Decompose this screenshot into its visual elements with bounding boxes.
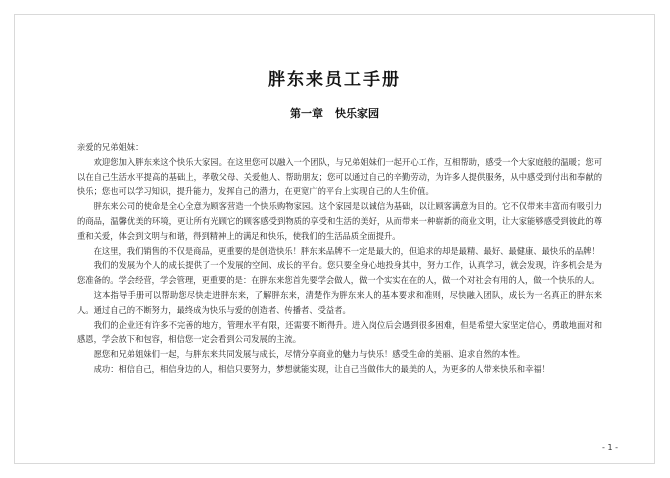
paragraph-improvement: 我们的企业还有许多不完善的地方，管理水平有限，还需要不断得升。进入岗位后会遇到很多困难，但是希望大家坚定信心，勇敢地面对和感恩，学会放下和包容，相信您一定会看到公司发展的主流。 — [77, 319, 602, 345]
document-title: 胖东来员工手册 — [268, 70, 401, 90]
chapter-name: 快乐家园 — [335, 107, 379, 120]
document-page — [14, 14, 655, 464]
chapter-number: 第一章 — [290, 107, 323, 120]
paragraph-brand: 在这里，我们销售的不仅是商品，更重要的是创造快乐！胖东来品牌不一定是最大的，但追求的却是最精、最好、最健康、最快乐的品牌！ — [93, 245, 600, 256]
paragraph-growth: 我们的发展为个人的成长提供了一个发展的空间、成长的平台。您只要全身心地投身其中，努力工作，认真学习，就会发现，许多机会是为您准备的。学会经营，学会管理，更重要的是：在胖东来您首先要学会做人，做一个实实在在的人，做一个对社会有用的人，做一个快乐的人。 — [77, 260, 602, 286]
chapter-heading — [15, 105, 654, 121]
paragraph-wish: 愿您和兄弟姐妹们一起，与胖东来共同发展与成长，尽情分享商业的魅力与快乐！感受生命的美丽、追求自然的本性。 — [93, 349, 526, 360]
document-body — [77, 140, 602, 377]
paragraph-mission: 胖东来公司的使命是全心全意为顾客营造一个快乐购物家园。这个家园是以诚信为基础，以让顾客满意为目的。它不仅带来丰富而有吸引力的商品，温馨优美的环境，更让所有光顾它的顾客感受到物质的享受和生活的美好，从而带来一种崭新的商业文明，让大家能够感受到彼此的尊重和关爱，体会到文明与和谐，得到精神上的满足和快乐，使我们的生活品质全面提升。 — [77, 201, 602, 241]
page-number: - 1 - — [602, 443, 618, 452]
greeting: 亲爱的兄弟姐妹： — [77, 142, 144, 152]
paragraph-handbook: 这本指导手册可以帮助您尽快走进胖东来，了解胖东来，清楚作为胖东来人的基本要求和准则，尽快融入团队，成长为一名真正的胖东来人。通过自己的不断努力，最终成为快乐与爱的创造者、传播者、受益者。 — [77, 289, 602, 315]
paragraph-success: 成功：相信自己，相信身边的人，相信只要努力，梦想就能实现，让自己当做伟大的最美的人，为更多的人带来快乐和幸福！ — [93, 363, 550, 374]
paragraph-welcome: 欢迎您加入胖东来这个快乐大家园。在这里您可以融入一个团队，与兄弟姐妹们一起开心工作，互相帮助，感受一个大家庭般的温暖；您可以在自己生活水平提高的基础上，孝敬父母、关爱他人、帮助朋友；您可以通过自己的辛勤劳动，为许多人提供服务，从中感受到付出和奉献的快乐；您也可以学习知识，提升能力，发挥自己的潜力，在更宽广的平台上实现自己的人生价值。 — [77, 156, 602, 197]
